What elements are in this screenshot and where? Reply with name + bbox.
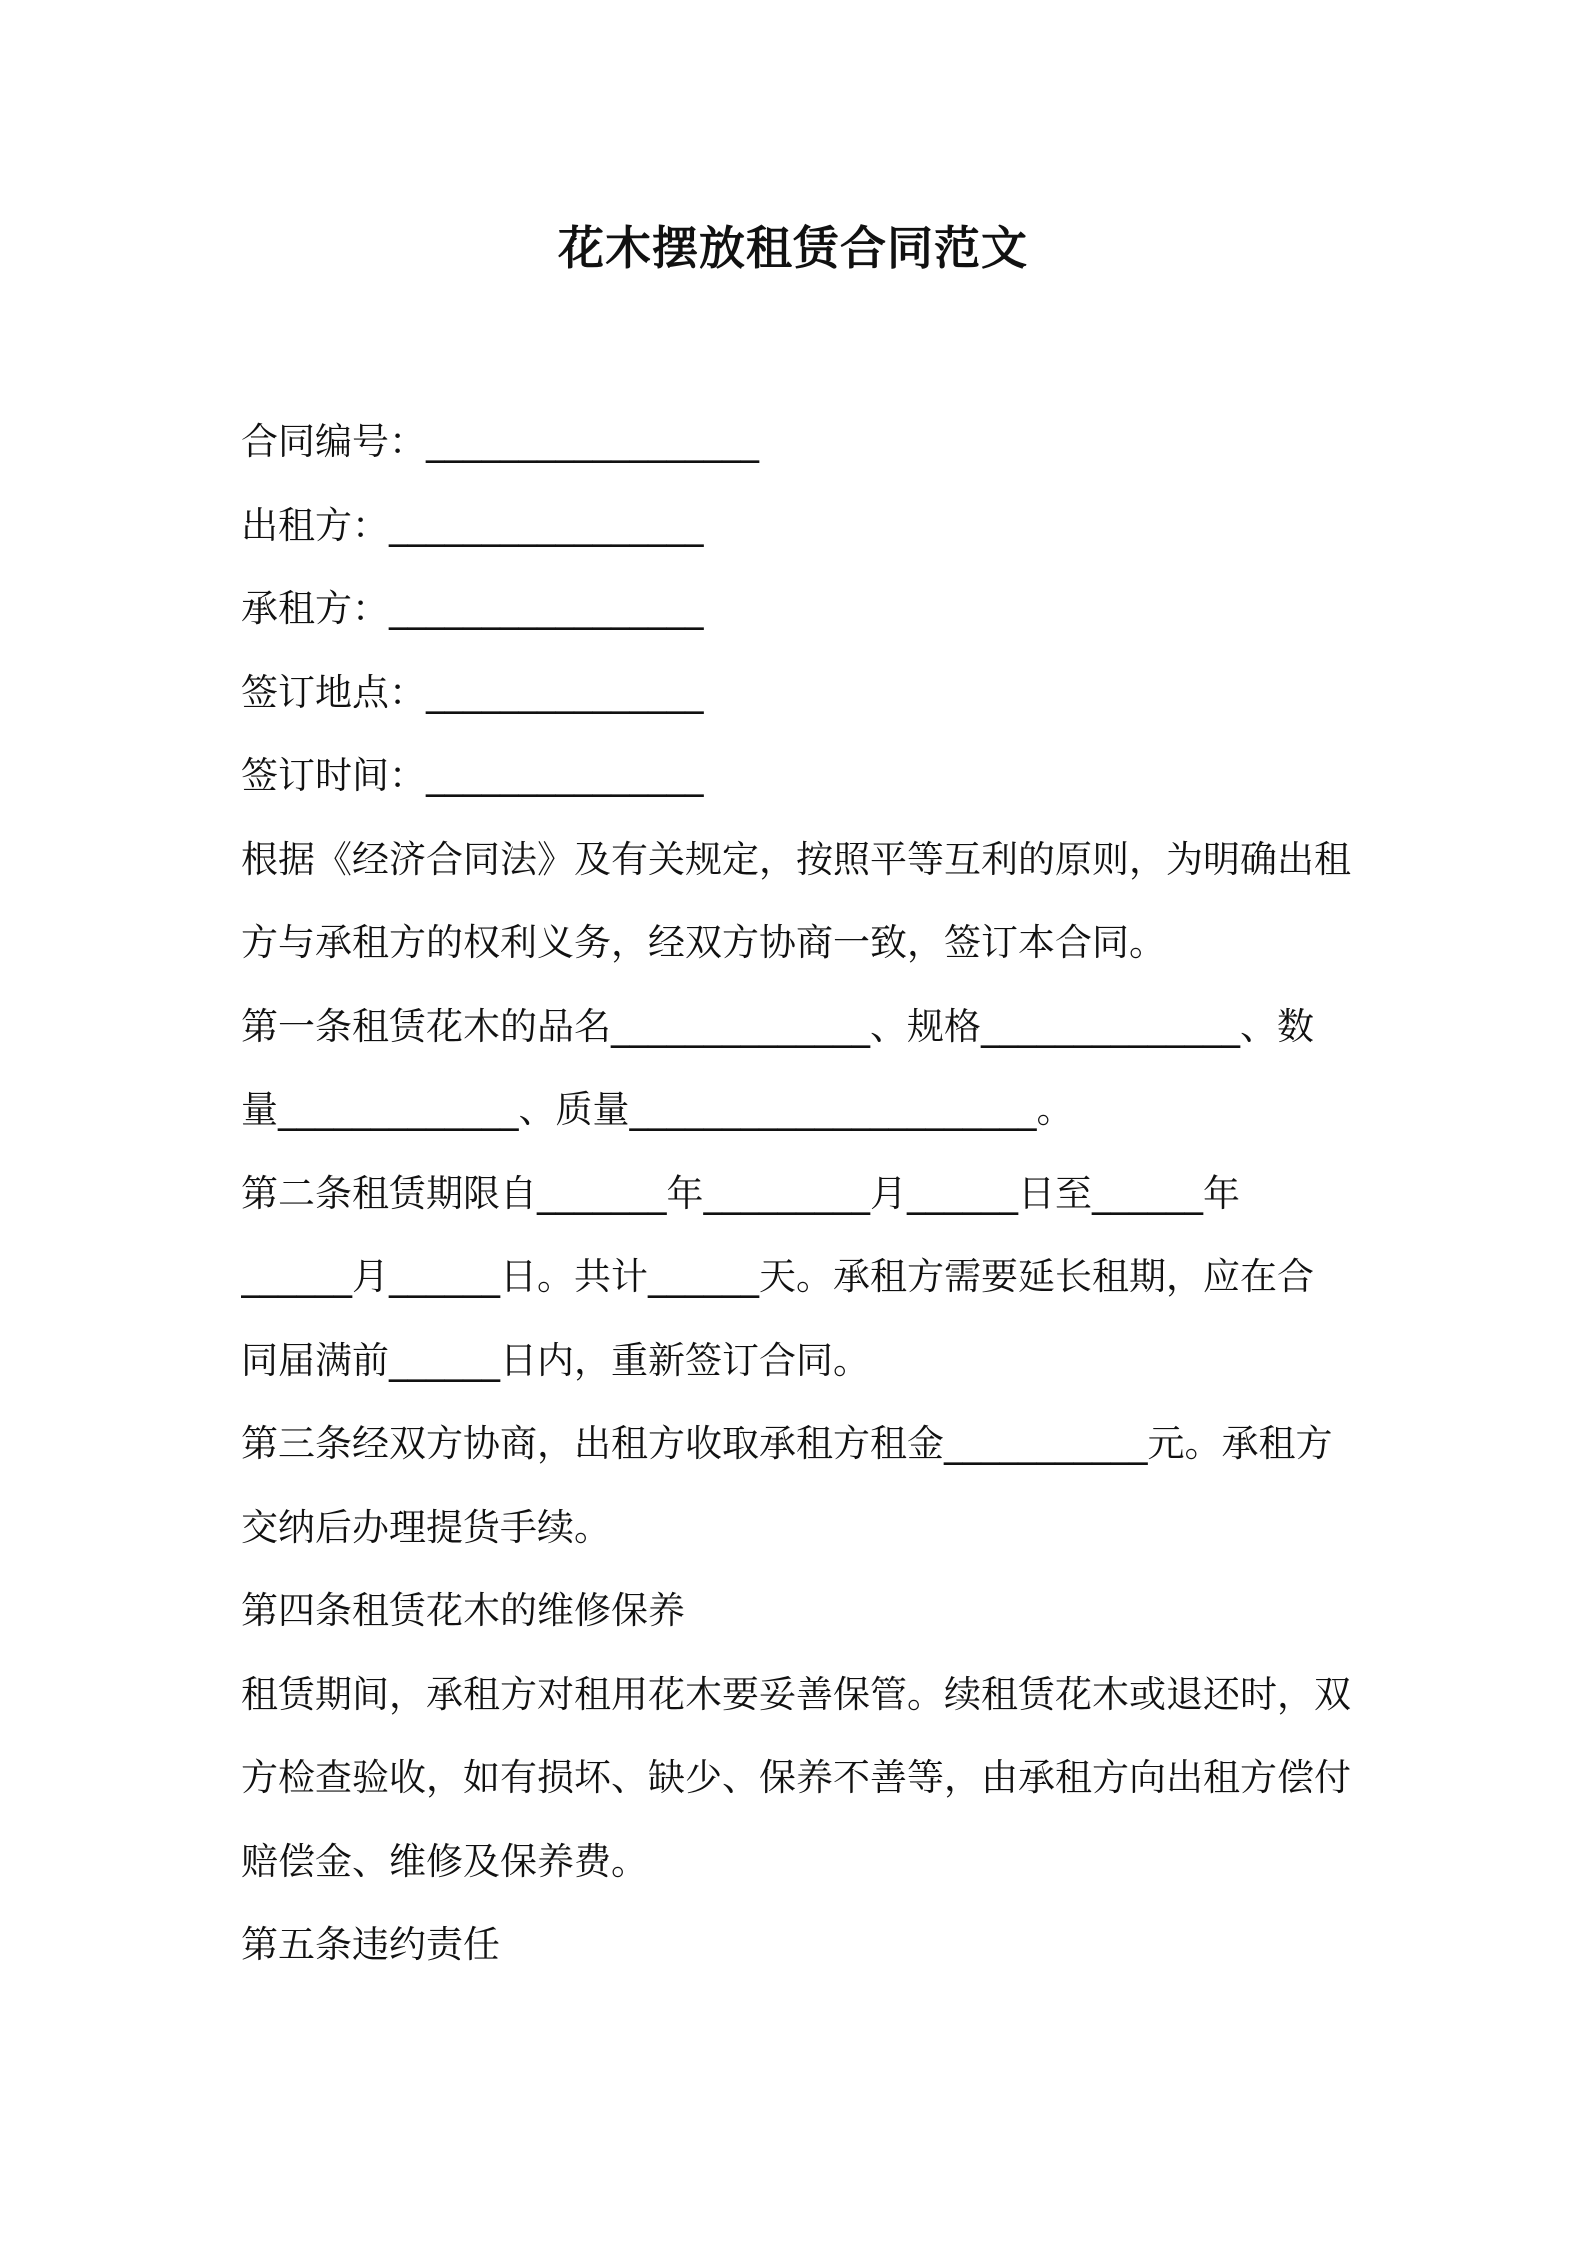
contract-number-line: 合同编号：__________________ [241, 420, 759, 463]
article-3-line-2: 交纳后办理提货手续。 [241, 1505, 611, 1549]
article-4-line-2: 方检查验收，如有损坏、缺少、保养不善等，由承租方向出租方偿付 [241, 1756, 1351, 1799]
article-4-line-1: 租赁期间，承租方对租用花木要妥善保管。续租赁花木或退还时，双 [241, 1672, 1351, 1716]
article-3-line-1: 第三条经双方协商，出租方收取承租方租金___________元。承租方 [241, 1422, 1333, 1465]
signing-place-line: 签订地点：_______________ [241, 670, 704, 714]
lessee-line: 承租方：_________________ [241, 587, 704, 630]
document-title: 花木摆放租赁合同范文 [558, 221, 1028, 275]
article-1-line-2: 量_____________、质量______________________。 [241, 1088, 1074, 1131]
article-1-line-1: 第一条租赁花木的品名______________、规格______________、数 [241, 1004, 1314, 1048]
article-4-line-3: 赔偿金、维修及保养费。 [241, 1839, 648, 1883]
article-5-heading: 第五条违约责任 [241, 1923, 500, 1966]
preamble-line-1: 根据《经济合同法》及有关规定，按照平等互利的原则，为明确出租 [241, 837, 1351, 881]
lessor-line: 出租方：_________________ [241, 503, 704, 547]
article-2-line-1: 第二条租赁期限自_______年_________月______日至______年 [241, 1171, 1240, 1215]
article-4-heading: 第四条租赁花木的维修保养 [241, 1589, 685, 1632]
article-2-line-3: 同届满前______日内，重新签订合同。 [241, 1338, 870, 1382]
document-body [241, 400, 1356, 1987]
article-2-line-2: ______月______日。共计______天。承租方需要延长租期，应在合 [241, 1255, 1314, 1298]
signing-time-line: 签订时间：_______________ [241, 754, 704, 797]
preamble-line-2: 方与承租方的权利义务，经双方协商一致，签订本合同。 [241, 921, 1166, 964]
